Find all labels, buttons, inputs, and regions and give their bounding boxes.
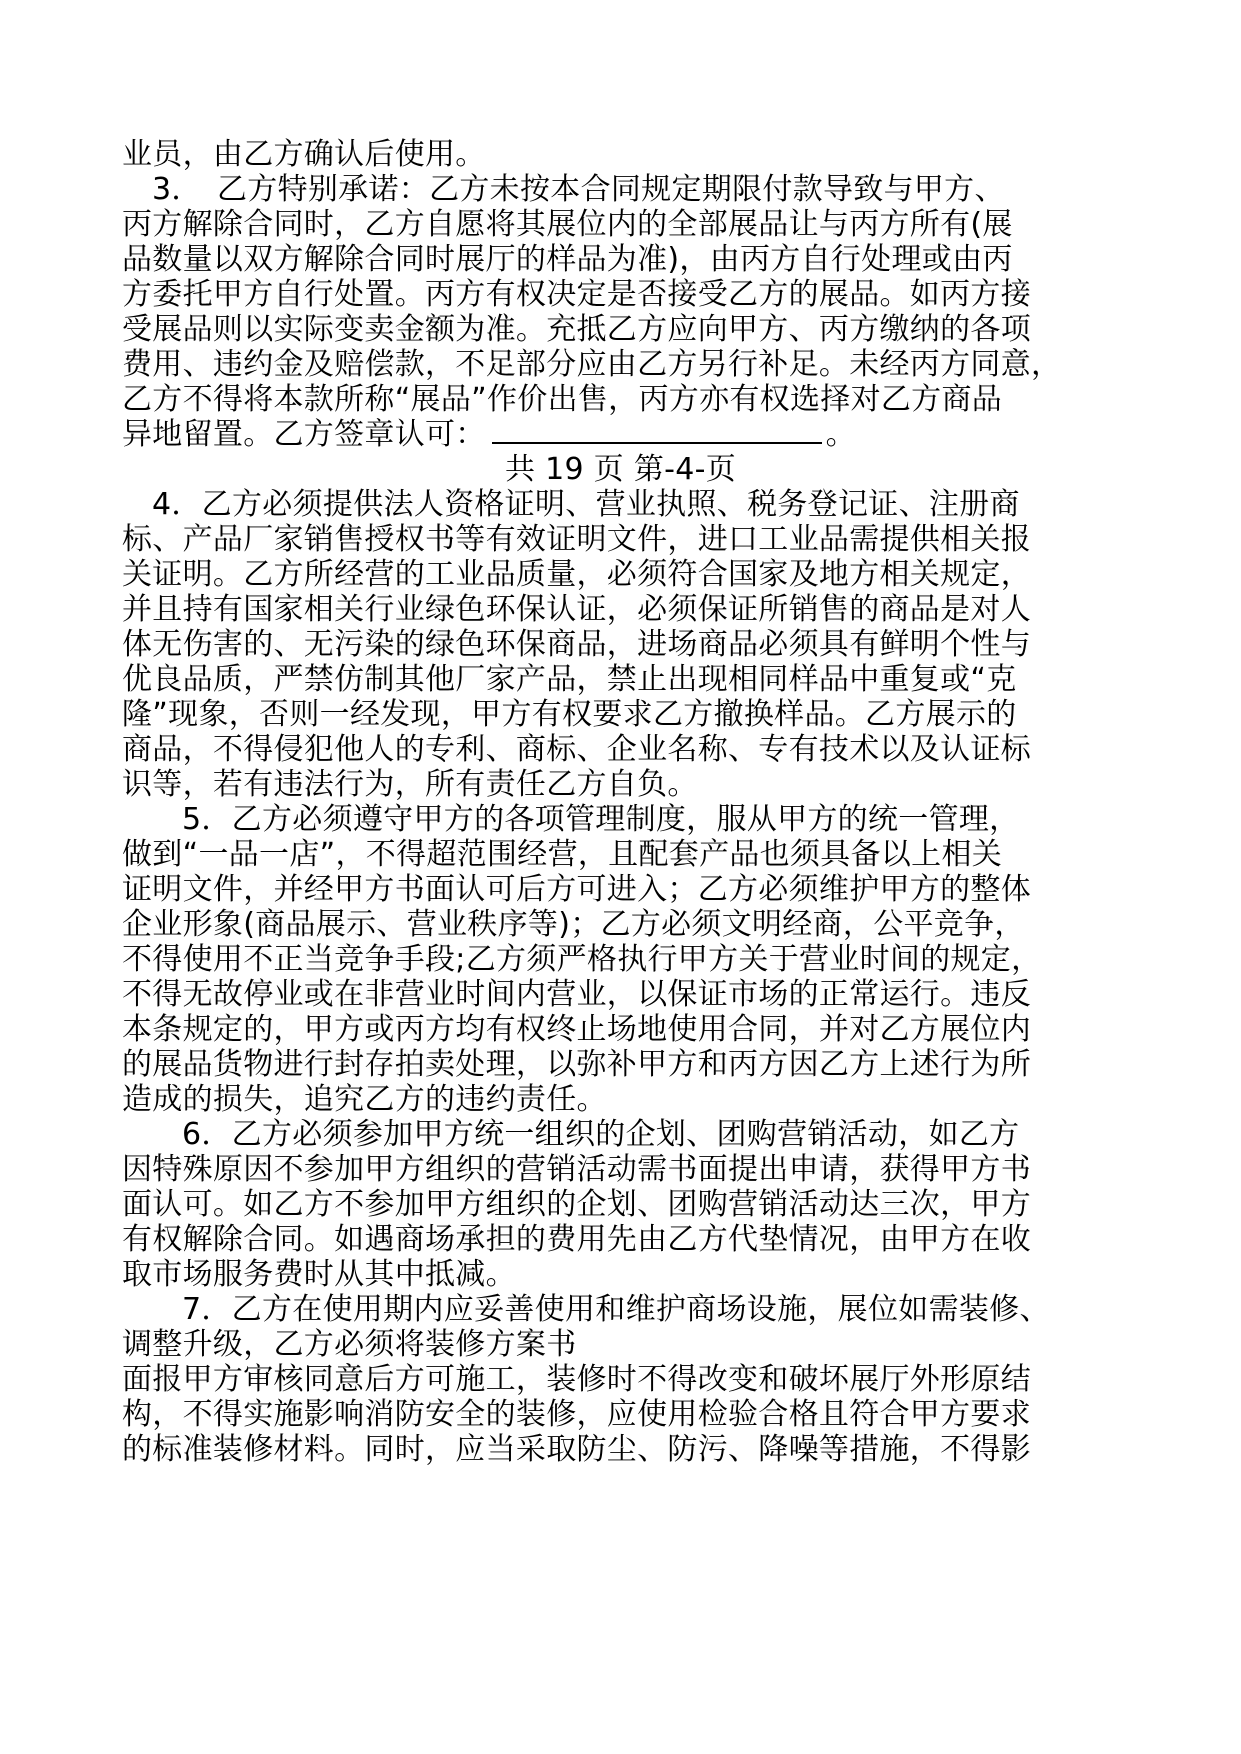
text-line: 并且持有国家相关行业绿色环保认证，必须保证所销售的商品是对人 [122, 592, 1031, 627]
page-number: 共 19 页 第-4-页 [504, 452, 737, 487]
text-line: 隆”现象，否则一经发现，甲方有权要求乙方撤换样品。乙方展示的 [122, 697, 1017, 732]
signature-blank [492, 418, 822, 444]
signature-label: 异地留置。乙方签章认可： [122, 417, 486, 452]
text-line: 费用、违约金及赔偿款，不足部分应由乙方另行补足。未经丙方同意， [122, 347, 1062, 382]
text-line: 方委托甲方自行处置。丙方有权决定是否接受乙方的展品。如丙方接 [122, 277, 1031, 312]
text-line: 标、产品厂家销售授权书等有效证明文件，进口工业品需提供相关报 [122, 522, 1031, 557]
text-line: 不得使用不正当竞争手段;乙方须严格执行甲方关于营业时间的规定， [122, 942, 1042, 977]
clause-6-line: 6．乙方必须参加甲方统一组织的企划、团购营销活动，如乙方 [182, 1117, 1020, 1152]
text-line: 因特殊原因不参加甲方组织的营销活动需书面提出申请，获得甲方书 [122, 1152, 1031, 1187]
text-line: 调整升级，乙方必须将装修方案书 [122, 1327, 577, 1362]
text-line: 本条规定的，甲方或丙方均有权终止场地使用合同，并对乙方展位内 [122, 1012, 1031, 1047]
text-line: 构，不得实施影响消防安全的装修，应使用检验合格且符合甲方要求 [122, 1397, 1031, 1432]
text-line: 面认可。如乙方不参加甲方组织的企划、团购营销活动达三次，甲方 [122, 1187, 1031, 1222]
text-line: 有权解除合同。如遇商场承担的费用先由乙方代垫情况，由甲方在收 [122, 1222, 1031, 1257]
signature-line-row [122, 417, 1132, 453]
text-line: 证明文件，并经甲方书面认可后方可进入；乙方必须维护甲方的整体 [122, 872, 1031, 907]
text-line: 受展品则以实际变卖金额为准。充抵乙方应向甲方、丙方缴纳的各项 [122, 312, 1031, 347]
text-line: 企业形象(商品展示、营业秩序等)；乙方必须文明经商，公平竞争， [122, 907, 1025, 942]
text-line: 优良品质，严禁仿制其他厂家产品，禁止出现相同样品中重复或“克 [122, 662, 1017, 697]
signature-suffix: 。 [825, 417, 856, 452]
text-line: 体无伤害的、无污染的绿色环保商品，进场商品必须具有鲜明个性与 [122, 627, 1031, 662]
text-line: 不得无故停业或在非营业时间内营业，以保证市场的正常运行。违反 [122, 977, 1031, 1012]
text-line: 面报甲方审核同意后方可施工，装修时不得改变和破坏展厅外形原结 [122, 1362, 1031, 1397]
text-line: 商品，不得侵犯他人的专利、商标、企业名称、专有技术以及认证标 [122, 732, 1031, 767]
text-line: 关证明。乙方所经营的工业品质量，必须符合国家及地方相关规定， [122, 557, 1031, 592]
clause-3-line: 3． 乙方特别承诺：乙方未按本合同规定期限付款导致与甲方、 [152, 172, 1005, 207]
text-line: 乙方不得将本款所称“展品”作价出售，丙方亦有权选择对乙方商品 [122, 382, 1003, 417]
text-line: 丙方解除合同时，乙方自愿将其展位内的全部展品让与丙方所有(展 [122, 207, 1013, 242]
text-line: 业员，由乙方确认后使用。 [122, 137, 486, 172]
clause-4-line: 4．乙方必须提供法人资格证明、营业执照、税务登记证、注册商 [152, 487, 1020, 522]
text-line: 品数量以双方解除合同时展厅的样品为准)，由丙方自行处理或由丙 [122, 242, 1013, 277]
text-line: 的展品货物进行封存拍卖处理，以弥补甲方和丙方因乙方上述行为所 [122, 1047, 1031, 1082]
text-line: 造成的损失，追究乙方的违约责任。 [122, 1082, 607, 1117]
text-line: 做到“一品一店”，不得超范围经营，且配套产品也须具备以上相关 [122, 837, 1003, 872]
text-line: 取市场服务费时从其中抵减。 [122, 1257, 516, 1292]
text-line: 的标准装修材料。同时，应当采取防尘、防污、降噪等措施，不得影 [122, 1432, 1031, 1467]
clause-5-line: 5．乙方必须遵守甲方的各项管理制度，服从甲方的统一管理， [182, 802, 1020, 837]
clause-7-line: 7．乙方在使用期内应妥善使用和维护商场设施，展位如需装修、 [182, 1292, 1050, 1327]
text-line: 识等，若有违法行为，所有责任乙方自负。 [122, 767, 698, 802]
